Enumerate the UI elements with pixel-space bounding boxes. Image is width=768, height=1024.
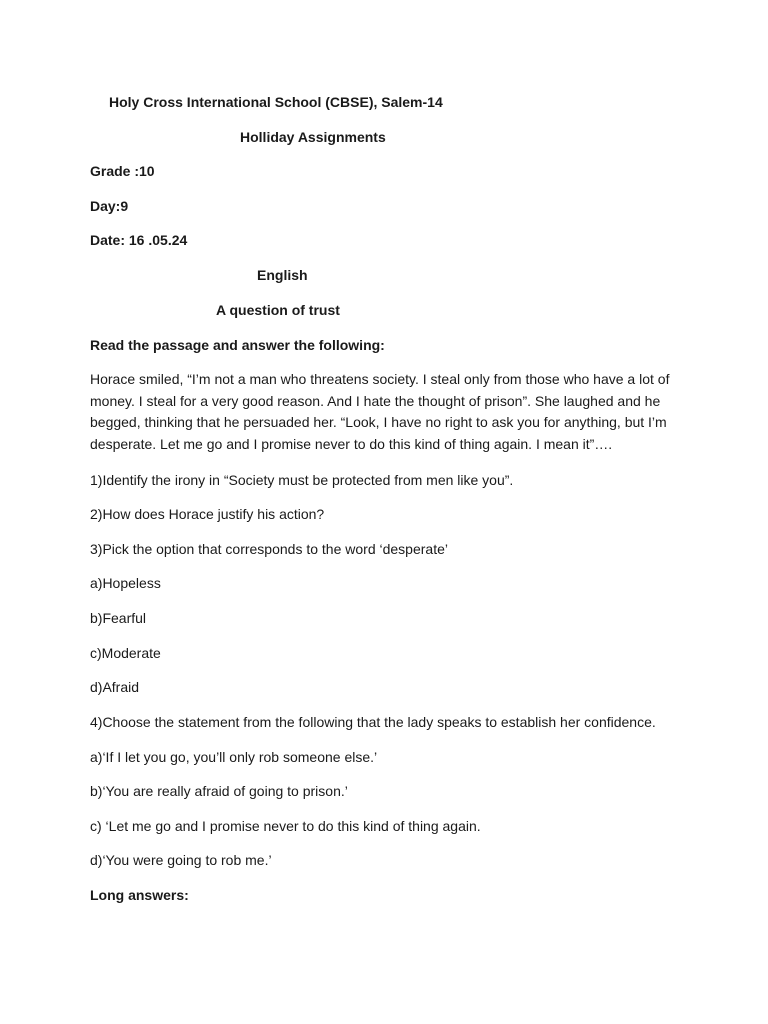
q4-option-b: b)‘You are really afraid of going to prison.’ bbox=[90, 783, 348, 799]
q4-option-a: a)‘If I let you go, you’ll only rob someone else.’ bbox=[90, 749, 378, 765]
q3-option-c: c)Moderate bbox=[90, 645, 161, 661]
q4-option-d: d)‘You were going to rob me.’ bbox=[90, 852, 272, 868]
grade-label: Grade :10 bbox=[90, 163, 155, 179]
subject-name: English bbox=[257, 267, 308, 283]
question-4: 4)Choose the statement from the following that the lady speaks to establish her confidence. bbox=[90, 714, 656, 730]
q3-option-a: a)Hopeless bbox=[90, 575, 161, 591]
date-label: Date: 16 .05.24 bbox=[90, 232, 188, 248]
long-answers-heading: Long answers: bbox=[90, 887, 189, 903]
passage: Horace smiled, “I’m not a man who threatens society. I steal only from those who have a lot of money. I steal for a very good reason. And I hate the thought of prison”. She laughed and he begged, thinking that he persuaded her. “Look, I have no right to ask you for anything, but I’m desperate. Let me go and I promise never to do this kind of thing again. I mean it”…. bbox=[90, 371, 670, 452]
question-3: 3)Pick the option that corresponds to the word ‘desperate’ bbox=[90, 541, 448, 557]
chapter-title: A question of trust bbox=[216, 302, 340, 318]
question-1: 1)Identify the irony in “Society must be protected from men like you”. bbox=[90, 472, 514, 488]
q3-option-d: d)Afraid bbox=[90, 679, 140, 695]
assignment-title: Holliday Assignments bbox=[240, 129, 386, 145]
school-name: Holy Cross International School (CBSE), Salem-14 bbox=[109, 94, 443, 110]
instructions: Read the passage and answer the following: bbox=[90, 337, 385, 353]
question-2: 2)How does Horace justify his action? bbox=[90, 506, 325, 522]
q3-option-b: b)Fearful bbox=[90, 610, 147, 626]
day-label: Day:9 bbox=[90, 198, 129, 214]
q4-option-c: c) ‘Let me go and I promise never to do this kind of thing again. bbox=[90, 818, 481, 834]
